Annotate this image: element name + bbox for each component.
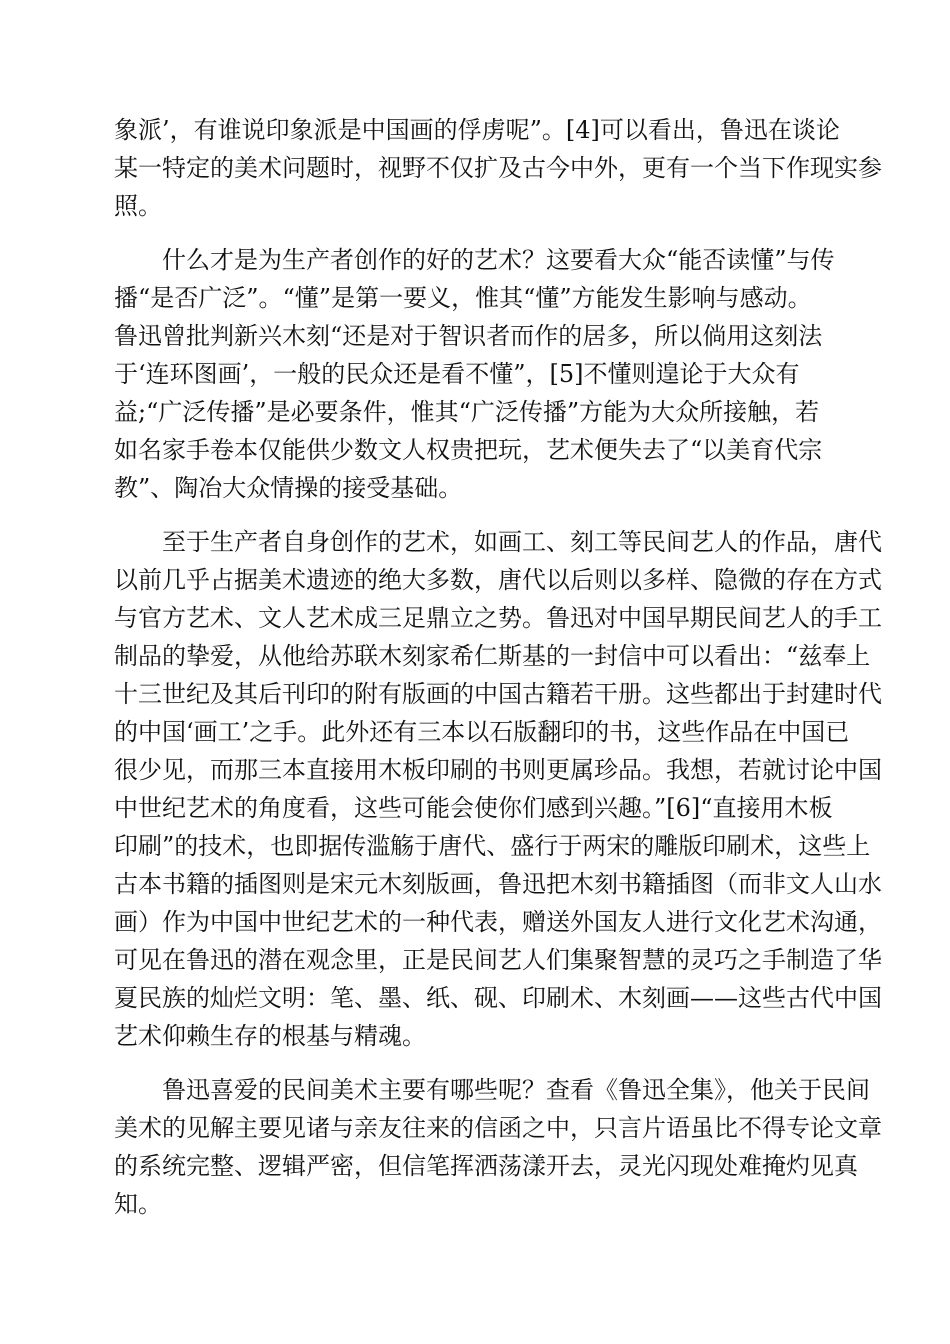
text-line: 播“是否广泛”。“懂”是第一要义，惟其“懂”方能发生影响与感动。 xyxy=(114,284,812,312)
text-line: 的系统完整、逻辑严密，但信笔挥洒荡漾开去，灵光闪现处难掩灼见真 xyxy=(114,1152,858,1180)
text-line: 的中国‘画工’之手。此外还有三本以石版翻印的书，这些作品在中国已 xyxy=(114,718,850,746)
text-line: 很少见，而那三本直接用木板印刷的书则更属珍品。我想，若就讨论中国 xyxy=(114,756,882,784)
text-line: 与官方艺术、文人艺术成三足鼎立之势。鲁迅对中国早期民间艺人的手工 xyxy=(114,604,882,632)
text-line: 鲁迅喜爱的民间美术主要有哪些呢？查看《鲁迅全集》，他关于民间 xyxy=(162,1076,870,1104)
text-line: 教”、陶冶大众情操的接受基础。 xyxy=(114,474,463,502)
text-line: 鲁迅曾批判新兴木刻“还是对于智识者而作的居多，所以倘用这刻法 xyxy=(114,322,823,350)
text-line: 于‘连环图画’，一般的民众还是看不懂”，[5]不懂则遑论于大众有 xyxy=(114,360,800,388)
text-line: 知。 xyxy=(114,1190,162,1218)
text-line: 照。 xyxy=(114,192,162,220)
text-line: 什么才是为生产者创作的好的艺术？这要看大众“能否读懂”与传 xyxy=(162,246,835,274)
text-line: 印刷”的技术，也即据传滥觞于唐代、盛行于两宋的雕版印刷术，这些上 xyxy=(114,832,871,860)
text-line: 十三世纪及其后刊印的附有版画的中国古籍若干册。这些都出于封建时代 xyxy=(114,680,882,708)
text-line: 制品的挚爱，从他给苏联木刻家希仁斯基的一封信中可以看出：“兹奉上 xyxy=(114,642,871,670)
text-line: 至于生产者自身创作的艺术，如画工、刻工等民间艺人的作品，唐代 xyxy=(162,528,882,556)
text-line: 中世纪艺术的角度看，这些可能会使你们感到兴趣。”[6]“直接用木板 xyxy=(114,794,833,822)
text-line: 古本书籍的插图则是宋元木刻版画，鲁迅把木刻书籍插图（而非文人山水 xyxy=(114,870,882,898)
text-line: 益;“广泛传播”是必要条件，惟其“广泛传播”方能为大众所接触，若 xyxy=(114,398,820,426)
text-line: 以前几乎占据美术遗迹的绝大多数，唐代以后则以多样、隐微的存在方式 xyxy=(114,566,882,594)
text-line: 象派’，有谁说印象派是中国画的俘虏呢”。[4]可以看出，鲁迅在谈论 xyxy=(114,116,840,144)
text-line: 画）作为中国中世纪艺术的一种代表，赠送外国友人进行文化艺术沟通， xyxy=(114,908,882,936)
text-line: 艺术仰赖生存的根基与精魂。 xyxy=(114,1022,426,1050)
text-line: 如名家手卷本仅能供少数文人权贵把玩，艺术便失去了“以美育代宗 xyxy=(114,436,823,464)
text-line: 夏民族的灿烂文明：笔、墨、纸、砚、印刷术、木刻画——这些古代中国 xyxy=(114,984,882,1012)
text-line: 美术的见解主要见诸与亲友往来的信函之中，只言片语虽比不得专论文章 xyxy=(114,1114,882,1142)
text-line: 可见在鲁迅的潜在观念里，正是民间艺人们集聚智慧的灵巧之手制造了华 xyxy=(114,946,882,974)
text-line: 某一特定的美术问题时，视野不仅扩及古今中外，更有一个当下作现实参 xyxy=(114,154,882,182)
